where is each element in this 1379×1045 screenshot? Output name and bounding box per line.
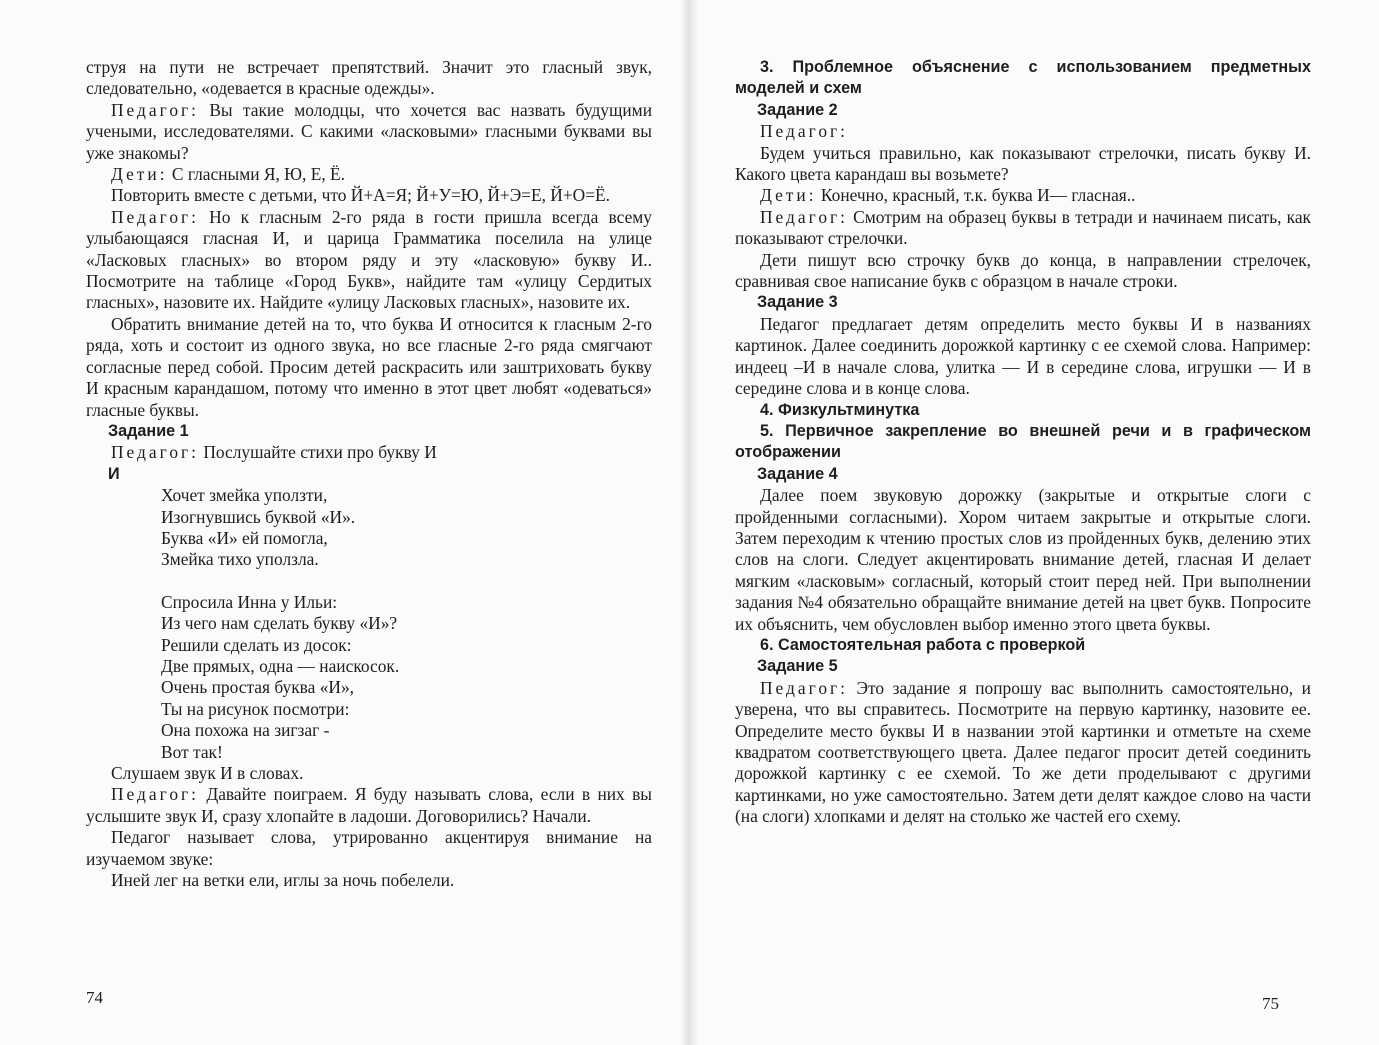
poem-line: Изогнувшись буквой «И». [161, 506, 356, 527]
poem-line: Ты на рисунок посмотри: [161, 698, 350, 719]
task-heading: Задание 4 [757, 464, 838, 483]
speaker-label: Педагог: [760, 206, 848, 227]
paragraph: Слушаем звук И в словах. [111, 763, 304, 783]
paragraph [86, 784, 652, 827]
speaker-label: Дети: [760, 185, 817, 206]
paragraph: Обратить внимание детей на то, что буква И относится к гласным 2-го ряда, хоть и состоит из одного звука, но все гласные 2-го ряда смягчают согласные перед собой. Просим детей раскрасить или заштриховать букву И красным карандашом, потому что именно в этот цвет любят «одеваться» гласные буквы. [86, 313, 652, 420]
paragraph: Дети пишут всю строчку букв до конца, в направлении стрелочек, сравнивая свое написание букв с образцом в начале строки. [735, 249, 1311, 292]
paragraph: Повторить вместе с детьми, что Й+А=Я; Й+У=Ю, Й+Э=Е, Й+О=Ё. [111, 185, 611, 206]
paragraph [735, 185, 1311, 206]
page-number: 75 [1262, 994, 1279, 1013]
poem-line: Две прямых, одна — наискосок. [161, 655, 400, 676]
paragraph [735, 121, 1311, 142]
poem-line: Буква «И» ей помогла, [161, 527, 328, 548]
paragraph-text: Это задание я попрошу вас выполнить самостоятельно, и уверена, что вы справитесь. Посмотрите на первую картинку, назовите ее. Определите место буквы И в названии этой картинки и отметьте на схеме квадратом соответствующего цвета. Далее педагог просит детей соединить дорожкой картинку с ее схемой. То же дети проделывают с другими картинками, но уже самостоятельно. Затем дети делят каждое слово на части (на слоги) хлопками и делят на столько же частей его схему. [735, 677, 1311, 827]
poem-line: Решили сделать из досок: [161, 634, 352, 655]
task-heading: Задание 1 [108, 421, 189, 440]
paragraph [735, 207, 1311, 250]
paragraph-text: Но к гласным 2-го ряда в гости пришла всегда всему улыбающаяся гласная И, и царица Грамматика поселила на улице «Ласковых гласных» во втором ряду и эту «ласковую» букву И.. Посмотрите на таблице «Город Букв», найдите там «улицу Сердитых гласных», назовите их. Найдите «улицу Ласковых гласных», назовите их. [86, 206, 652, 313]
right-page [689, 0, 1379, 1045]
paragraph [86, 207, 652, 314]
section-heading: 4. Физкультминутка [760, 400, 920, 419]
poem-line: Из чего нам сделать букву «И»? [161, 613, 398, 634]
speaker-label: Педагог: [111, 784, 199, 805]
speaker-label: Педагог: [111, 442, 199, 463]
paragraph: струя на пути не встречает препятствий. Значит это гласный звук, следовательно, «одевается в красные одежды». [86, 57, 652, 99]
paragraph-text: Конечно, красный, т.к. буква И— гласная.. [816, 185, 1136, 206]
paragraph-text: Вы такие молодцы, что хочется вас назвать будущими учеными, исследователями. С какими «ласковыми» гласными буквами вы уже знакомы? [86, 99, 652, 163]
right-text-column [735, 57, 1311, 828]
task-heading: Задание 3 [757, 293, 838, 312]
paragraph-text: С гласными Я, Ю, Е, Ё. [167, 164, 346, 185]
poem [86, 485, 652, 763]
speaker-label: Педагог: [760, 121, 848, 142]
left-page [0, 0, 689, 1045]
paragraph-text: Смотрим на образец буквы в тетради и начинаем писать, как показывают стрелочки. [735, 206, 1311, 249]
letter-heading: И [108, 464, 120, 483]
task-heading: Задание 2 [757, 100, 838, 119]
section-heading: 5. Первичное закрепление во внешней речи и в графическом отображении [735, 421, 1311, 462]
paragraph-text: Послушайте стихи про букву И [198, 442, 437, 463]
paragraph [735, 678, 1311, 828]
paragraph: Педагог называет слова, утрированно акцентируя внимание на изучаемом звуке: [86, 827, 652, 869]
speaker-label: Дети: [111, 164, 168, 185]
paragraph: Иней лег на ветки ели, иглы за ночь побелели. [111, 870, 455, 891]
poem-line: Спросила Инна у Ильи: [161, 591, 338, 612]
paragraph [86, 164, 652, 185]
paragraph [86, 442, 652, 463]
section-heading: 6. Самостоятельная работа с проверкой [760, 635, 1086, 654]
poem-line: Очень простая буква «И», [161, 677, 355, 698]
paragraph-text: Давайте поиграем. Я буду называть слова, если в них вы услышите звук И, сразу хлопайте в ладоши. Договорились? Начали. [86, 784, 652, 826]
page-number: 74 [86, 988, 103, 1007]
paragraph [86, 100, 652, 164]
task-heading: Задание 5 [757, 657, 838, 676]
poem-line: Она похожа на зигзаг - [161, 720, 330, 741]
poem-line: Хочет змейка уползти, [161, 485, 328, 506]
speaker-label: Педагог: [111, 206, 199, 227]
paragraph: Педагог предлагает детям определить место буквы И в названиях картинок. Далее соединить дорожкой картинку с ее схемой слова. Например: индеец –И в начале слова, улитка — И в середине слова, игрушки — И в середине слова и в конце слова. [735, 313, 1311, 399]
speaker-label: Педагог: [111, 99, 199, 120]
section-heading: 3. Проблемное объяснение с использованием предметных моделей и схем [735, 58, 1311, 98]
paragraph: Будем учиться правильно, как показывают стрелочки, писать букву И. Какого цвета карандаш вы возьмете? [735, 142, 1311, 185]
stanza-gap [161, 571, 652, 592]
book-gutter [680, 0, 698, 1045]
speaker-label: Педагог: [760, 677, 848, 698]
left-text-column [86, 57, 652, 891]
paragraph: Далее поем звуковую дорожку (закрытые и открытые слоги с пройденными согласными). Хором читаем закрытые и открытые слоги. Затем переходим к чтению простых слов из пройденных букв, делению этих слов на слоги. Следует акцентировать внимание детей, гласная И делает мягким «ласковым» согласный, который стоит перед ней. При выполнении задания №4 обязательно обращайте внимание детей на цвет букв. Попросите их объяснить, чем обусловлен выбор именно этого цвета буквы. [735, 485, 1311, 634]
poem-line: Змейка тихо уползла. [161, 549, 319, 570]
poem-line: Вот так! [161, 741, 223, 762]
